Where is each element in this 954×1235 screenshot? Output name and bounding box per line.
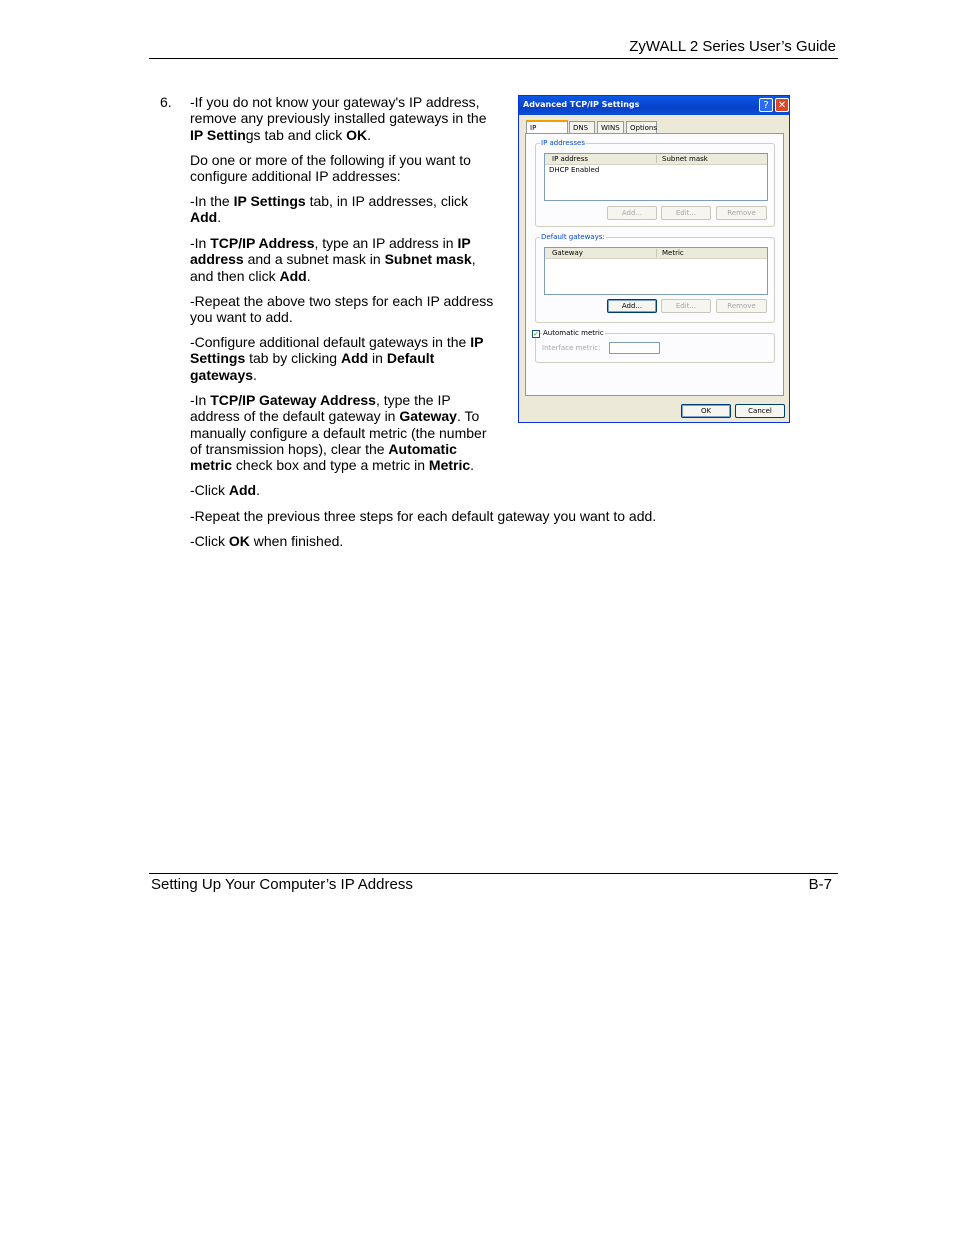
ip-addresses-group-title: IP addresses: [541, 139, 585, 147]
text-run: , type the IP address of the default gateway in: [190, 392, 451, 425]
automatic-metric-label: Automatic metric: [543, 329, 604, 337]
automatic-metric-checkbox[interactable]: ✓: [533, 330, 539, 338]
bold-run: Add: [279, 267, 307, 284]
text-run: -Repeat the previous three steps for each default gateway you want to add.: [190, 508, 657, 524]
default-gateways-group-title: Default gateways:: [541, 233, 605, 241]
bold-run: Subnet mask: [384, 251, 472, 268]
text-run: , and then click: [190, 251, 476, 284]
ip-address-list[interactable]: [544, 153, 768, 201]
page-footer: [149, 873, 838, 893]
ip-add-button[interactable]: Add...: [607, 206, 657, 220]
footer-section-title: Setting Up Your Computer’s IP Address: [151, 876, 413, 893]
text-run: tab by clicking: [245, 350, 341, 367]
text-run: -Click: [190, 482, 229, 498]
bold-run: Add: [340, 350, 369, 367]
bold-run: Add: [190, 209, 218, 226]
bold-run: IP Settings: [233, 193, 306, 209]
bold-run: Automatic metric: [190, 440, 457, 474]
list-header: [545, 248, 767, 259]
bold-run: IP Settin: [190, 126, 246, 143]
step-number: 6.: [160, 94, 172, 110]
advanced-tcpip-dialog: [518, 95, 790, 423]
text-run: , type an IP address in: [314, 235, 458, 251]
text-run: .: [256, 482, 260, 498]
bold-run: Default gateways: [190, 350, 435, 383]
help-icon[interactable]: ?: [759, 98, 773, 112]
step-paragraph-3: [190, 193, 490, 226]
ip-remove-button[interactable]: Remove: [716, 206, 767, 220]
column-divider: [656, 155, 657, 163]
bold-run: IP Settings: [190, 334, 484, 367]
column-divider: [656, 249, 657, 257]
ok-button[interactable]: OK: [681, 404, 731, 418]
ip-edit-button[interactable]: Edit...: [661, 206, 711, 220]
gateway-edit-button[interactable]: Edit...: [661, 299, 711, 313]
text-run: when finished.: [249, 533, 344, 549]
text-run: -If you do not know your gateway's IP address, remove any previously installed gateways in the: [190, 94, 487, 127]
ip-settings-panel: [525, 133, 784, 396]
tab-ip-settings[interactable]: IP: [526, 120, 568, 134]
interface-metric-label: Interface metric:: [542, 344, 601, 352]
dialog-title: Advanced TCP/IP Settings: [523, 100, 640, 109]
text-run: -Click: [190, 533, 229, 549]
dialog-titlebar[interactable]: [519, 96, 789, 115]
list-item[interactable]: DHCP Enabled: [549, 166, 600, 174]
text-run: and a subnet mask in: [243, 251, 385, 268]
step-paragraph-9: [190, 508, 750, 524]
text-run: . To manually configure a default metric (the number of transmission hops), clear the: [190, 408, 487, 457]
step-paragraph-7: [190, 392, 495, 473]
text-run: .: [470, 457, 475, 474]
text-run: check box and type a metric in: [232, 457, 429, 474]
text-run: .: [253, 366, 257, 383]
text-run: gs tab and click: [245, 126, 347, 143]
bold-run: OK: [346, 126, 368, 143]
column-gateway[interactable]: Gateway: [552, 249, 583, 257]
step-paragraph-6: [190, 334, 495, 383]
bold-run: Gateway: [399, 408, 457, 425]
step-paragraph-4: [190, 235, 490, 284]
column-metric[interactable]: Metric: [662, 249, 684, 257]
step-paragraph-1: [190, 94, 495, 143]
gateway-add-button[interactable]: Add...: [607, 299, 657, 313]
bold-run: Metric: [428, 457, 471, 474]
gateway-remove-button[interactable]: Remove: [716, 299, 767, 313]
cancel-button[interactable]: Cancel: [735, 404, 785, 418]
text-run: tab, in IP addresses, click: [305, 193, 469, 209]
bold-run: Add: [228, 482, 257, 498]
tab-dns[interactable]: DNS: [569, 121, 595, 133]
column-ip-address[interactable]: IP address: [552, 155, 589, 163]
page-header: [149, 37, 838, 59]
text-run: .: [217, 209, 222, 226]
footer-page-number: B-7: [808, 876, 832, 893]
tab-options[interactable]: Options: [626, 121, 657, 133]
step-paragraph-5: [190, 293, 500, 326]
tab-wins[interactable]: WINS: [597, 121, 624, 133]
text-run: in: [368, 350, 387, 367]
bold-run: TCP/IP Gateway Address: [210, 392, 376, 408]
ip-addresses-group: [535, 139, 775, 227]
text-run: -In: [190, 392, 211, 408]
step-paragraph-2: [190, 152, 490, 185]
interface-metric-input[interactable]: [609, 342, 660, 354]
step-paragraph-8: [190, 482, 690, 498]
text-run: -Configure additional default gateways in the: [190, 334, 471, 350]
text-run: -In: [190, 235, 211, 251]
bold-run: OK: [228, 533, 250, 549]
text-run: .: [306, 267, 311, 284]
bold-run: TCP/IP Address: [210, 235, 315, 251]
gateway-list[interactable]: [544, 247, 768, 295]
step-paragraph-10: [190, 533, 690, 549]
header-title: ZyWALL 2 Series User’s Guide: [629, 38, 836, 55]
text-run: -Repeat the above two steps for each IP address you want to add.: [190, 293, 494, 326]
text-run: .: [367, 126, 372, 143]
close-icon[interactable]: ✕: [775, 98, 789, 112]
default-gateways-group: [535, 233, 775, 323]
metric-group: [533, 329, 775, 363]
bold-run: IP address: [190, 235, 471, 268]
list-header: [545, 154, 767, 165]
text-run: -In the: [190, 193, 234, 209]
column-subnet-mask[interactable]: Subnet mask: [662, 155, 708, 163]
text-run: Do one or more of the following if you want to configure additional IP addresses:: [190, 152, 471, 185]
